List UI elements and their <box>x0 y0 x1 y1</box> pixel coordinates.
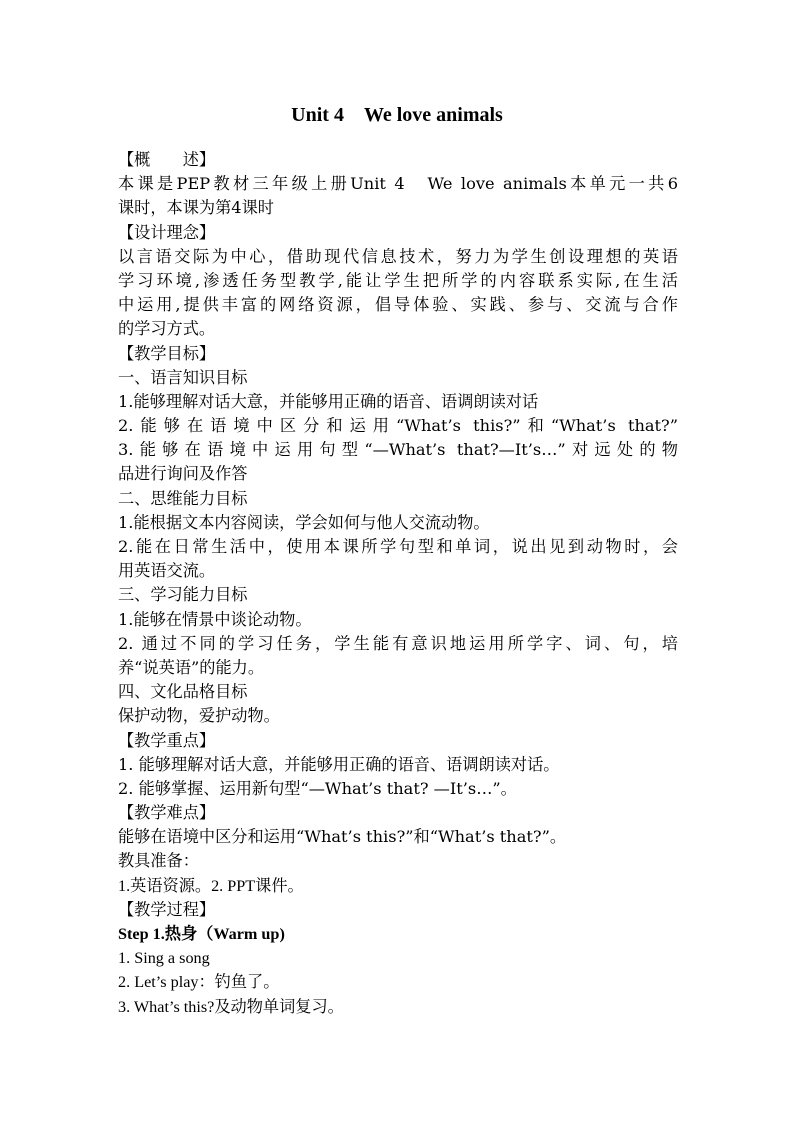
step-item: 3. What’s this?及动物单词复习。 <box>118 997 344 1016</box>
section-heading-teaching-goals: 【教学目标】 <box>118 343 216 363</box>
paragraph-line: 学习环境,渗透任务型教学,能让学生把所学的内容联系实际,在生活 <box>118 270 678 290</box>
paragraph-line: 中运用,提供丰富的网络资源，倡导体验、实践、参与、交流与合作 <box>118 295 678 315</box>
list-item-continuation: 用英语交流。 <box>118 561 216 581</box>
subheading-learning-ability: 三、学习能力目标 <box>118 585 248 605</box>
step-item: 1. Sing a song <box>118 949 210 968</box>
step-heading: Step 1.热身（Warm up) <box>118 925 285 943</box>
document-body <box>118 148 678 1019</box>
section-heading-teaching-process: 【教学过程】 <box>118 899 216 919</box>
section-heading-overview: 【概 述】 <box>118 150 216 169</box>
list-item: 3.能够在语境中运用句型“—What’s that?—It’s…”对远处的物 <box>118 440 678 460</box>
paragraph-line: 的学习方式。 <box>118 319 216 339</box>
list-item: 1.能够理解对话大意，并能够用正确的语音、语调朗读对话 <box>118 391 539 411</box>
list-item: 2. 能够掌握、运用新句型“—What’s that? —It’s…”。 <box>118 778 517 798</box>
section-heading-difficulties: 【教学难点】 <box>118 803 216 823</box>
list-item: 1.能够在情景中谈论动物。 <box>118 609 312 629</box>
list-item: 1. 能够理解对话大意，并能够用正确的语音、语调朗读对话。 <box>118 754 560 774</box>
section-heading-key-points: 【教学重点】 <box>118 730 216 750</box>
list-item: 1.能根据文本内容阅读，学会如何与他人交流动物。 <box>118 512 490 532</box>
subheading-cultural-character: 四、文化品格目标 <box>118 682 248 702</box>
document-title: Unit 4 We love animals <box>291 104 503 126</box>
step-item: 2. Let’s play：钓鱼了。 <box>118 973 280 992</box>
subheading-thinking-ability: 二、思维能力目标 <box>118 488 248 508</box>
paragraph-line: 能够在语境中区分和运用“What’s this?”和“What’s that?”。 <box>118 827 567 847</box>
list-item-continuation: 养“说英语”的能力。 <box>118 657 265 677</box>
list-item: 2. 通过不同的学习任务，学生能有意识地运用所学字、词、句，培 <box>118 633 678 653</box>
teaching-aids-list: 1.英语资源。2. PPT课件。 <box>118 876 304 895</box>
list-item: 2.能够在语境中区分和运用“What’s this?”和“What’s that?” <box>118 416 678 436</box>
subheading-language-knowledge: 一、语言知识目标 <box>118 367 248 387</box>
list-item: 2.能在日常生活中，使用本课所学句型和单词，说出见到动物时，会 <box>118 537 678 556</box>
paragraph-line: 保护动物，爱护动物。 <box>118 706 280 726</box>
paragraph-line: 以言语交际为中心，借助现代信息技术，努力为学生创设理想的英语 <box>118 246 678 266</box>
paragraph-line: 本课是PEP教材三年级上册Unit 4 We love animals本单元一共6 <box>118 174 678 194</box>
list-item-continuation: 品进行询问及作答 <box>118 464 248 484</box>
paragraph-line: 课时，本课为第4课时 <box>118 198 274 218</box>
section-heading-design-concept: 【设计理念】 <box>118 222 216 242</box>
teaching-aids-label: 教具准备： <box>118 851 199 871</box>
